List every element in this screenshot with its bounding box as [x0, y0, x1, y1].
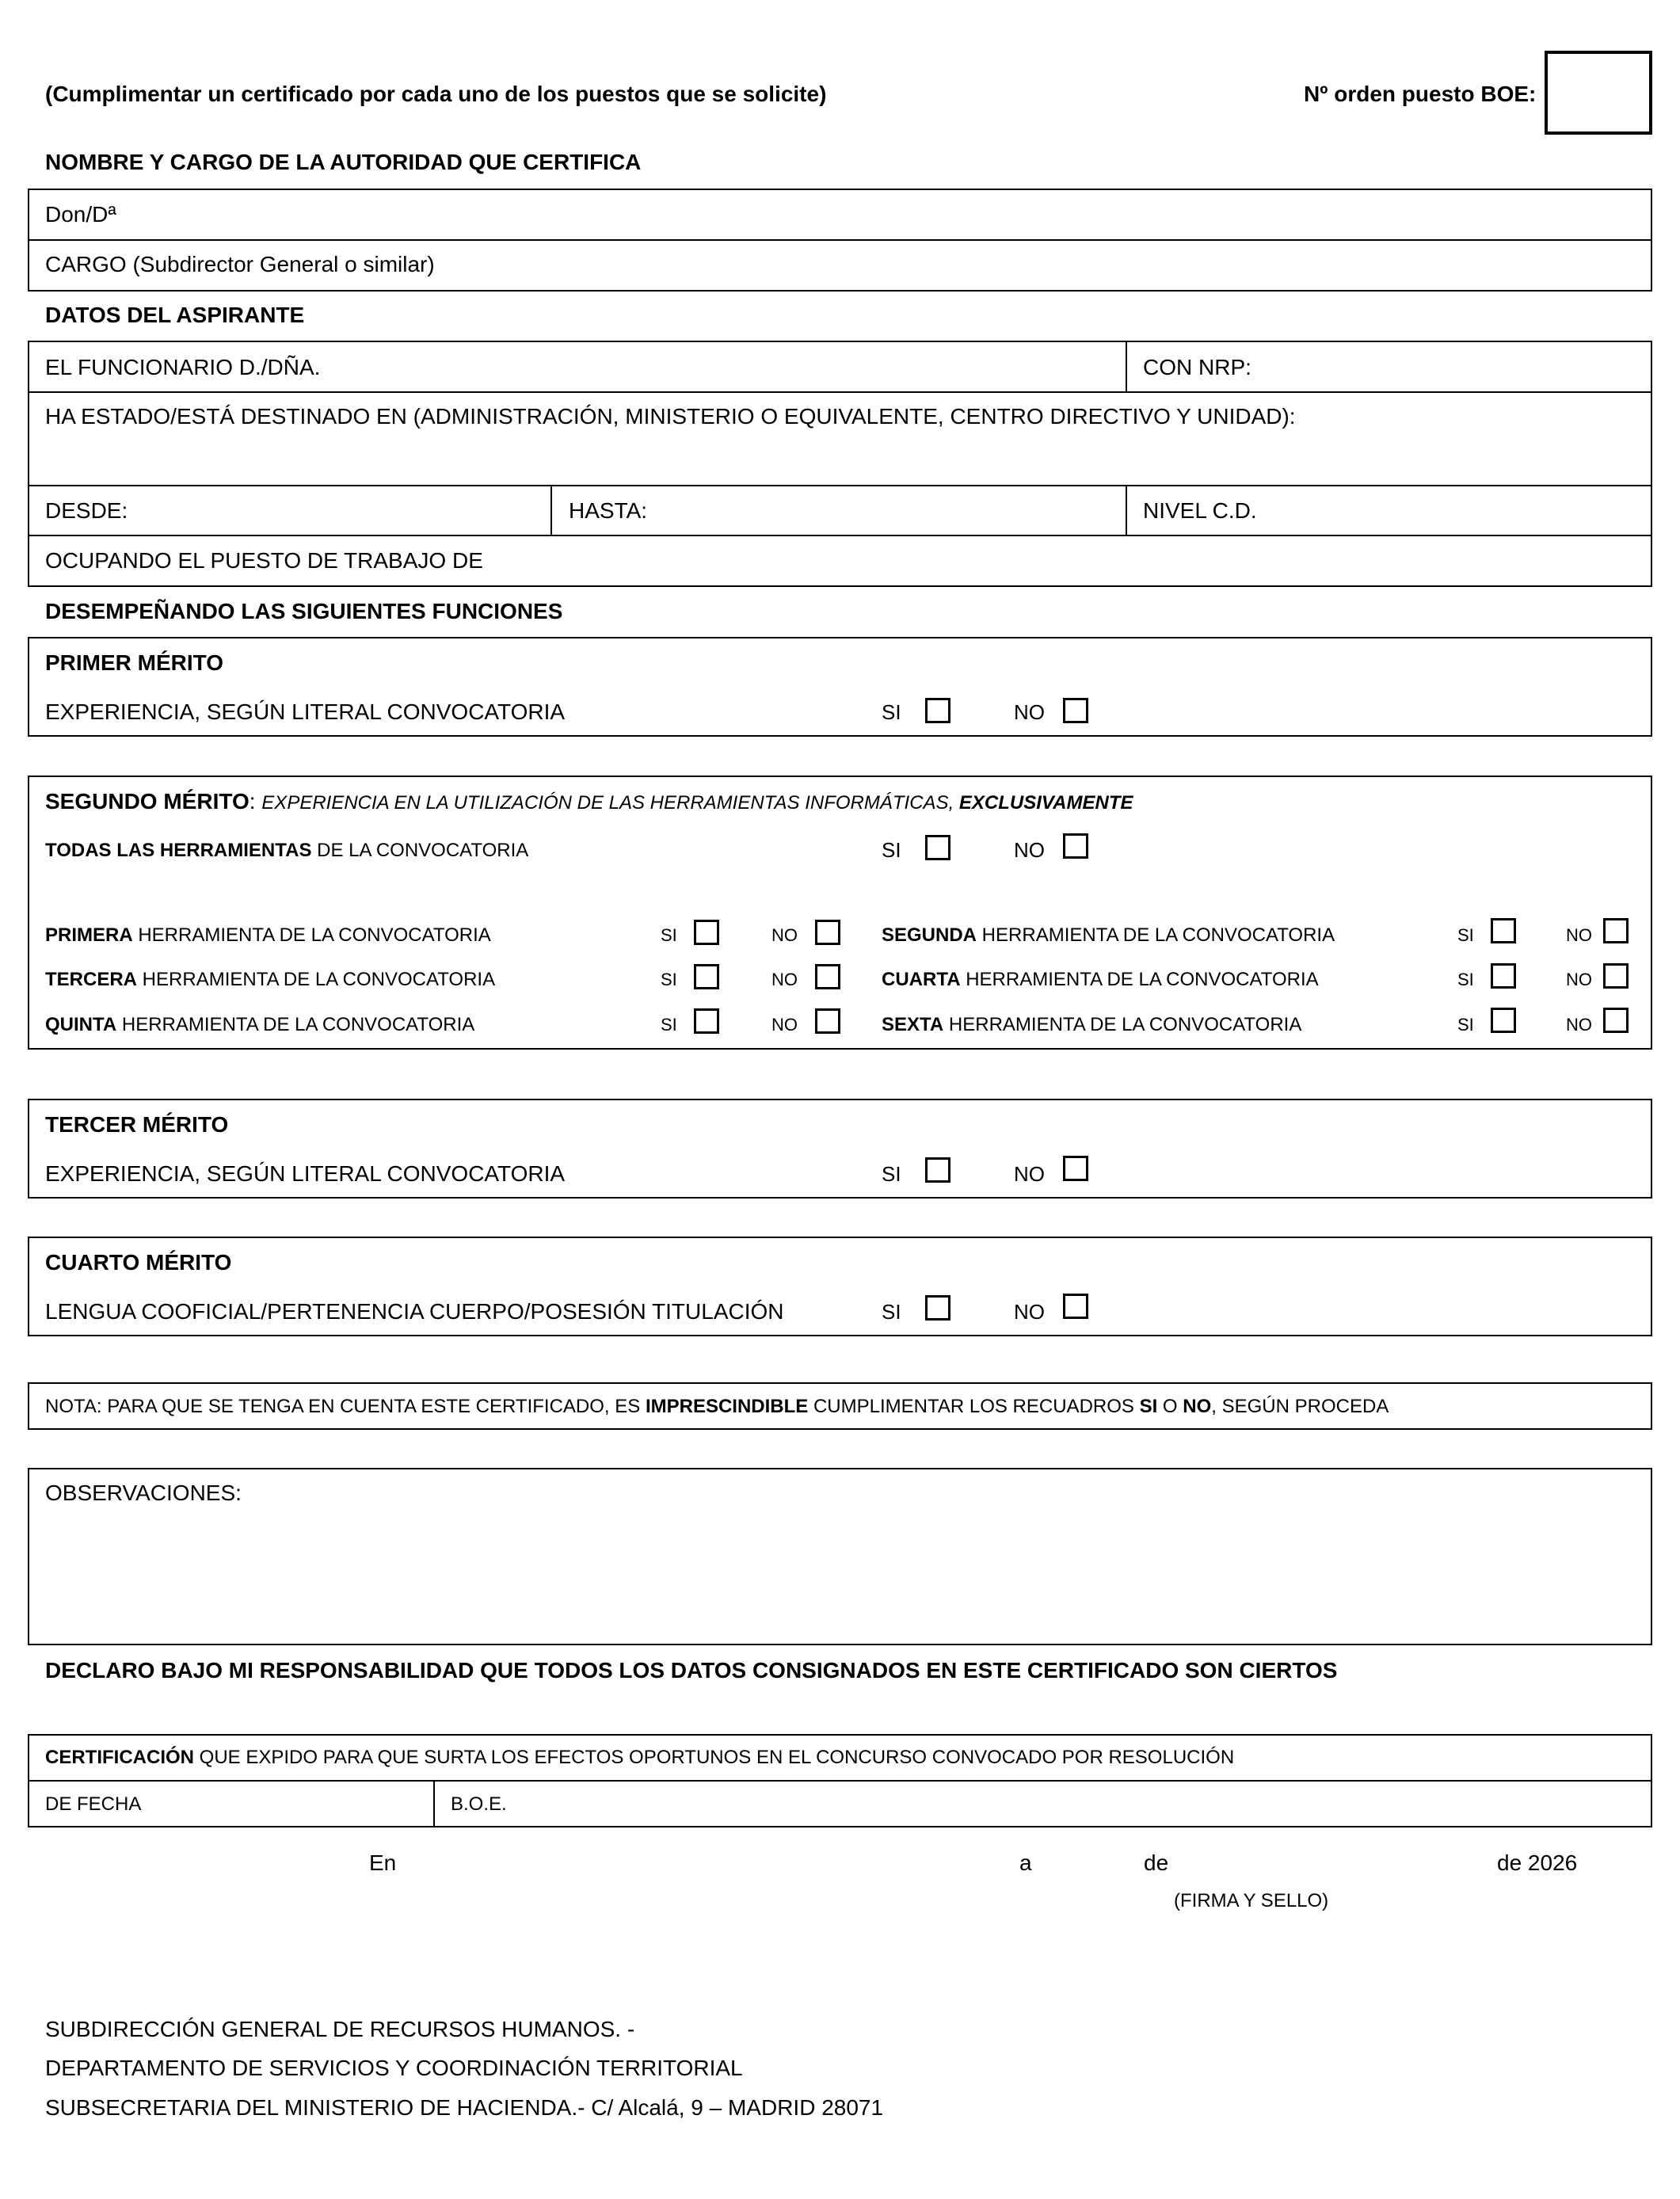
- declaration-text: DECLARO BAJO MI RESPONSABILIDAD QUE TODOS LOS DATOS CONSIGNADOS EN ESTE CERTIFICADO SON CIERTOS: [45, 1658, 1338, 1683]
- tool-5-no-label: NO: [771, 1015, 798, 1035]
- all-tools-no-label: NO: [1014, 838, 1045, 862]
- merit3-no-checkbox[interactable]: [1063, 1156, 1088, 1181]
- footer-line-2: DEPARTAMENTO DE SERVICIOS Y COORDINACIÓN TERRITORIAL: [45, 2056, 743, 2080]
- tool-1-label: PRIMERA HERRAMIENTA DE LA CONVOCATORIA: [45, 924, 491, 946]
- certification-text: CERTIFICACIÓN QUE EXPIDO PARA QUE SURTA LOS EFECTOS OPORTUNOS EN EL CONCURSO CONVOCADO POR RESOLUCIÓN: [45, 1747, 1235, 1768]
- boe-label: B.O.E.: [451, 1793, 507, 1815]
- tool-3-no-checkbox[interactable]: [815, 964, 840, 989]
- tool-1-no-label: NO: [771, 925, 798, 945]
- merit1-title: PRIMER MÉRITO: [45, 650, 224, 675]
- tool-1-no-checkbox[interactable]: [815, 920, 840, 945]
- tool-2-label: SEGUNDA HERRAMIENTA DE LA CONVOCATORIA: [882, 924, 1335, 946]
- merit1-no-label: NO: [1014, 700, 1045, 724]
- tool-6-label: SEXTA HERRAMIENTA DE LA CONVOCATORIA: [882, 1014, 1302, 1035]
- footer-line-3: SUBSECRETARIA DEL MINISTERIO DE HACIENDA.- C/ Alcalá, 9 – MADRID 28071: [45, 2095, 884, 2120]
- from-field[interactable]: [135, 488, 547, 532]
- tool-5-label: QUINTA HERRAMIENTA DE LA CONVOCATORIA: [45, 1014, 475, 1035]
- destination-label: HA ESTADO/ESTÁ DESTINADO EN (ADMINISTRACIÓN, MINISTERIO O EQUIVALENTE, CENTRO DIRECTIVO Y UNIDAD):: [45, 404, 1296, 429]
- tool-5-yes-label: SI: [661, 1015, 677, 1035]
- tool-1-yes-label: SI: [661, 925, 677, 945]
- instruction-text: (Cumplimentar un certificado por cada uno de los puestos que se solicite): [45, 82, 827, 106]
- day-field[interactable]: [1046, 1843, 1141, 1879]
- boe-field[interactable]: [523, 1783, 1648, 1824]
- all-tools-yes-label: SI: [882, 838, 901, 862]
- merit4-title: CUARTO MÉRITO: [45, 1250, 232, 1275]
- authority-name-field[interactable]: [158, 192, 1648, 238]
- date-field[interactable]: [158, 1783, 428, 1824]
- tool-1-yes-checkbox[interactable]: [694, 920, 719, 945]
- tool-3-no-label: NO: [771, 970, 798, 989]
- merit4-no-label: NO: [1014, 1300, 1045, 1324]
- merit1-yes-label: SI: [882, 700, 901, 724]
- merit2-title-line: SEGUNDO MÉRITO: EXPERIENCIA EN LA UTILIZACIÓN DE LAS HERRAMIENTAS INFORMÁTICAS, EXCLUSIVAMENTE: [45, 789, 1133, 814]
- nrp-label: CON NRP:: [1143, 355, 1251, 379]
- all-tools-line: TODAS LAS HERRAMIENTAS DE LA CONVOCATORIA: [45, 840, 529, 861]
- merit1-text: EXPERIENCIA, SEGÚN LITERAL CONVOCATORIA: [45, 699, 566, 724]
- authority-name-label: Don/Dª: [45, 202, 116, 227]
- tool-6-no-checkbox[interactable]: [1603, 1008, 1629, 1033]
- tool-4-no-label: NO: [1566, 970, 1592, 989]
- tool-2-no-checkbox[interactable]: [1603, 918, 1629, 943]
- to-field[interactable]: [657, 488, 1121, 532]
- tool-4-label: CUARTA HERRAMIENTA DE LA CONVOCATORIA: [882, 969, 1319, 990]
- merit2-subtitle: EXPERIENCIA EN LA UTILIZACIÓN DE LAS HERRAMIENTAS INFORMÁTICAS: [261, 792, 949, 814]
- merit3-yes-checkbox[interactable]: [925, 1157, 950, 1183]
- tool-4-yes-checkbox[interactable]: [1491, 963, 1516, 989]
- merit4-yes-checkbox[interactable]: [925, 1295, 950, 1321]
- merit1-yes-checkbox[interactable]: [925, 698, 950, 723]
- boe-order-label: Nº orden puesto BOE:: [1304, 82, 1537, 106]
- nrp-field[interactable]: [1251, 344, 1648, 390]
- merit4-text: LENGUA COOFICIAL/PERTENENCIA CUERPO/POSESIÓN TITULACIÓN: [45, 1299, 784, 1324]
- tool-5-yes-checkbox[interactable]: [694, 1008, 719, 1034]
- merit3-text: EXPERIENCIA, SEGÚN LITERAL CONVOCATORIA: [45, 1161, 566, 1186]
- observations-label: OBSERVACIONES:: [45, 1481, 242, 1505]
- signature-seal-label: (FIRMA Y SELLO): [1174, 1890, 1329, 1911]
- job-position-field[interactable]: [475, 538, 1648, 584]
- boe-order-input[interactable]: [1545, 51, 1652, 135]
- tool-5-no-checkbox[interactable]: [815, 1008, 840, 1034]
- observations-box[interactable]: [28, 1468, 1652, 1645]
- merit3-yes-label: SI: [882, 1162, 901, 1186]
- merit4-no-checkbox[interactable]: [1063, 1294, 1088, 1319]
- destination-field[interactable]: [32, 437, 1648, 483]
- merit4-yes-label: SI: [882, 1300, 901, 1324]
- place-prefix: En: [369, 1850, 397, 1875]
- merit2-title: SEGUNDO MÉRITO: [45, 789, 250, 814]
- merit1-no-checkbox[interactable]: [1063, 698, 1088, 723]
- from-label: DESDE:: [45, 498, 128, 523]
- official-name-field[interactable]: [317, 344, 1117, 390]
- to-label: HASTA:: [569, 498, 648, 523]
- level-label: NIVEL C.D.: [1143, 498, 1257, 523]
- date-label: DE FECHA: [45, 1793, 142, 1815]
- tool-4-yes-label: SI: [1457, 970, 1474, 989]
- year-text: de 2026: [1497, 1850, 1578, 1875]
- all-tools-yes-checkbox[interactable]: [925, 835, 950, 860]
- tool-6-yes-label: SI: [1457, 1015, 1474, 1035]
- day-prefix: a: [1019, 1850, 1032, 1875]
- month-field[interactable]: [1188, 1843, 1481, 1879]
- tool-3-yes-label: SI: [661, 970, 677, 989]
- merit2-subtitle-bold: EXCLUSIVAMENTE: [958, 792, 1133, 814]
- footer-line-1: SUBDIRECCIÓN GENERAL DE RECURSOS HUMANOS. -: [45, 2017, 635, 2041]
- tool-6-yes-checkbox[interactable]: [1491, 1008, 1516, 1033]
- tool-6-no-label: NO: [1566, 1015, 1592, 1035]
- tool-2-yes-label: SI: [1457, 925, 1474, 945]
- tool-2-yes-checkbox[interactable]: [1491, 918, 1516, 943]
- official-name-label: EL FUNCIONARIO D./DÑA.: [45, 355, 321, 379]
- place-field[interactable]: [412, 1843, 1006, 1879]
- functions-heading: DESEMPEÑANDO LAS SIGUIENTES FUNCIONES: [45, 599, 563, 623]
- applicant-heading: DATOS DEL ASPIRANTE: [45, 303, 305, 327]
- all-tools-no-checkbox[interactable]: [1063, 833, 1088, 859]
- tool-3-yes-checkbox[interactable]: [694, 964, 719, 989]
- tool-3-label: TERCERA HERRAMIENTA DE LA CONVOCATORIA: [45, 969, 496, 990]
- authority-position-field[interactable]: [444, 242, 1648, 288]
- authority-heading: NOMBRE Y CARGO DE LA AUTORIDAD QUE CERTIFICA: [45, 150, 642, 174]
- tool-2-no-label: NO: [1566, 925, 1592, 945]
- job-position-label: OCUPANDO EL PUESTO DE TRABAJO DE: [45, 548, 483, 573]
- authority-position-label: CARGO (Subdirector General o similar): [45, 252, 435, 276]
- level-field[interactable]: [1267, 488, 1648, 532]
- merit3-title: TERCER MÉRITO: [45, 1112, 229, 1137]
- merit3-no-label: NO: [1014, 1162, 1045, 1186]
- month-prefix: de: [1144, 1850, 1169, 1875]
- tool-4-no-checkbox[interactable]: [1603, 963, 1629, 989]
- note-text: NOTA: PARA QUE SE TENGA EN CUENTA ESTE CERTIFICADO, ES IMPRESCINDIBLE CUMPLIMENTAR LOS RECUADROS SI O NO, SEGÚN PROCEDA: [45, 1396, 1389, 1417]
